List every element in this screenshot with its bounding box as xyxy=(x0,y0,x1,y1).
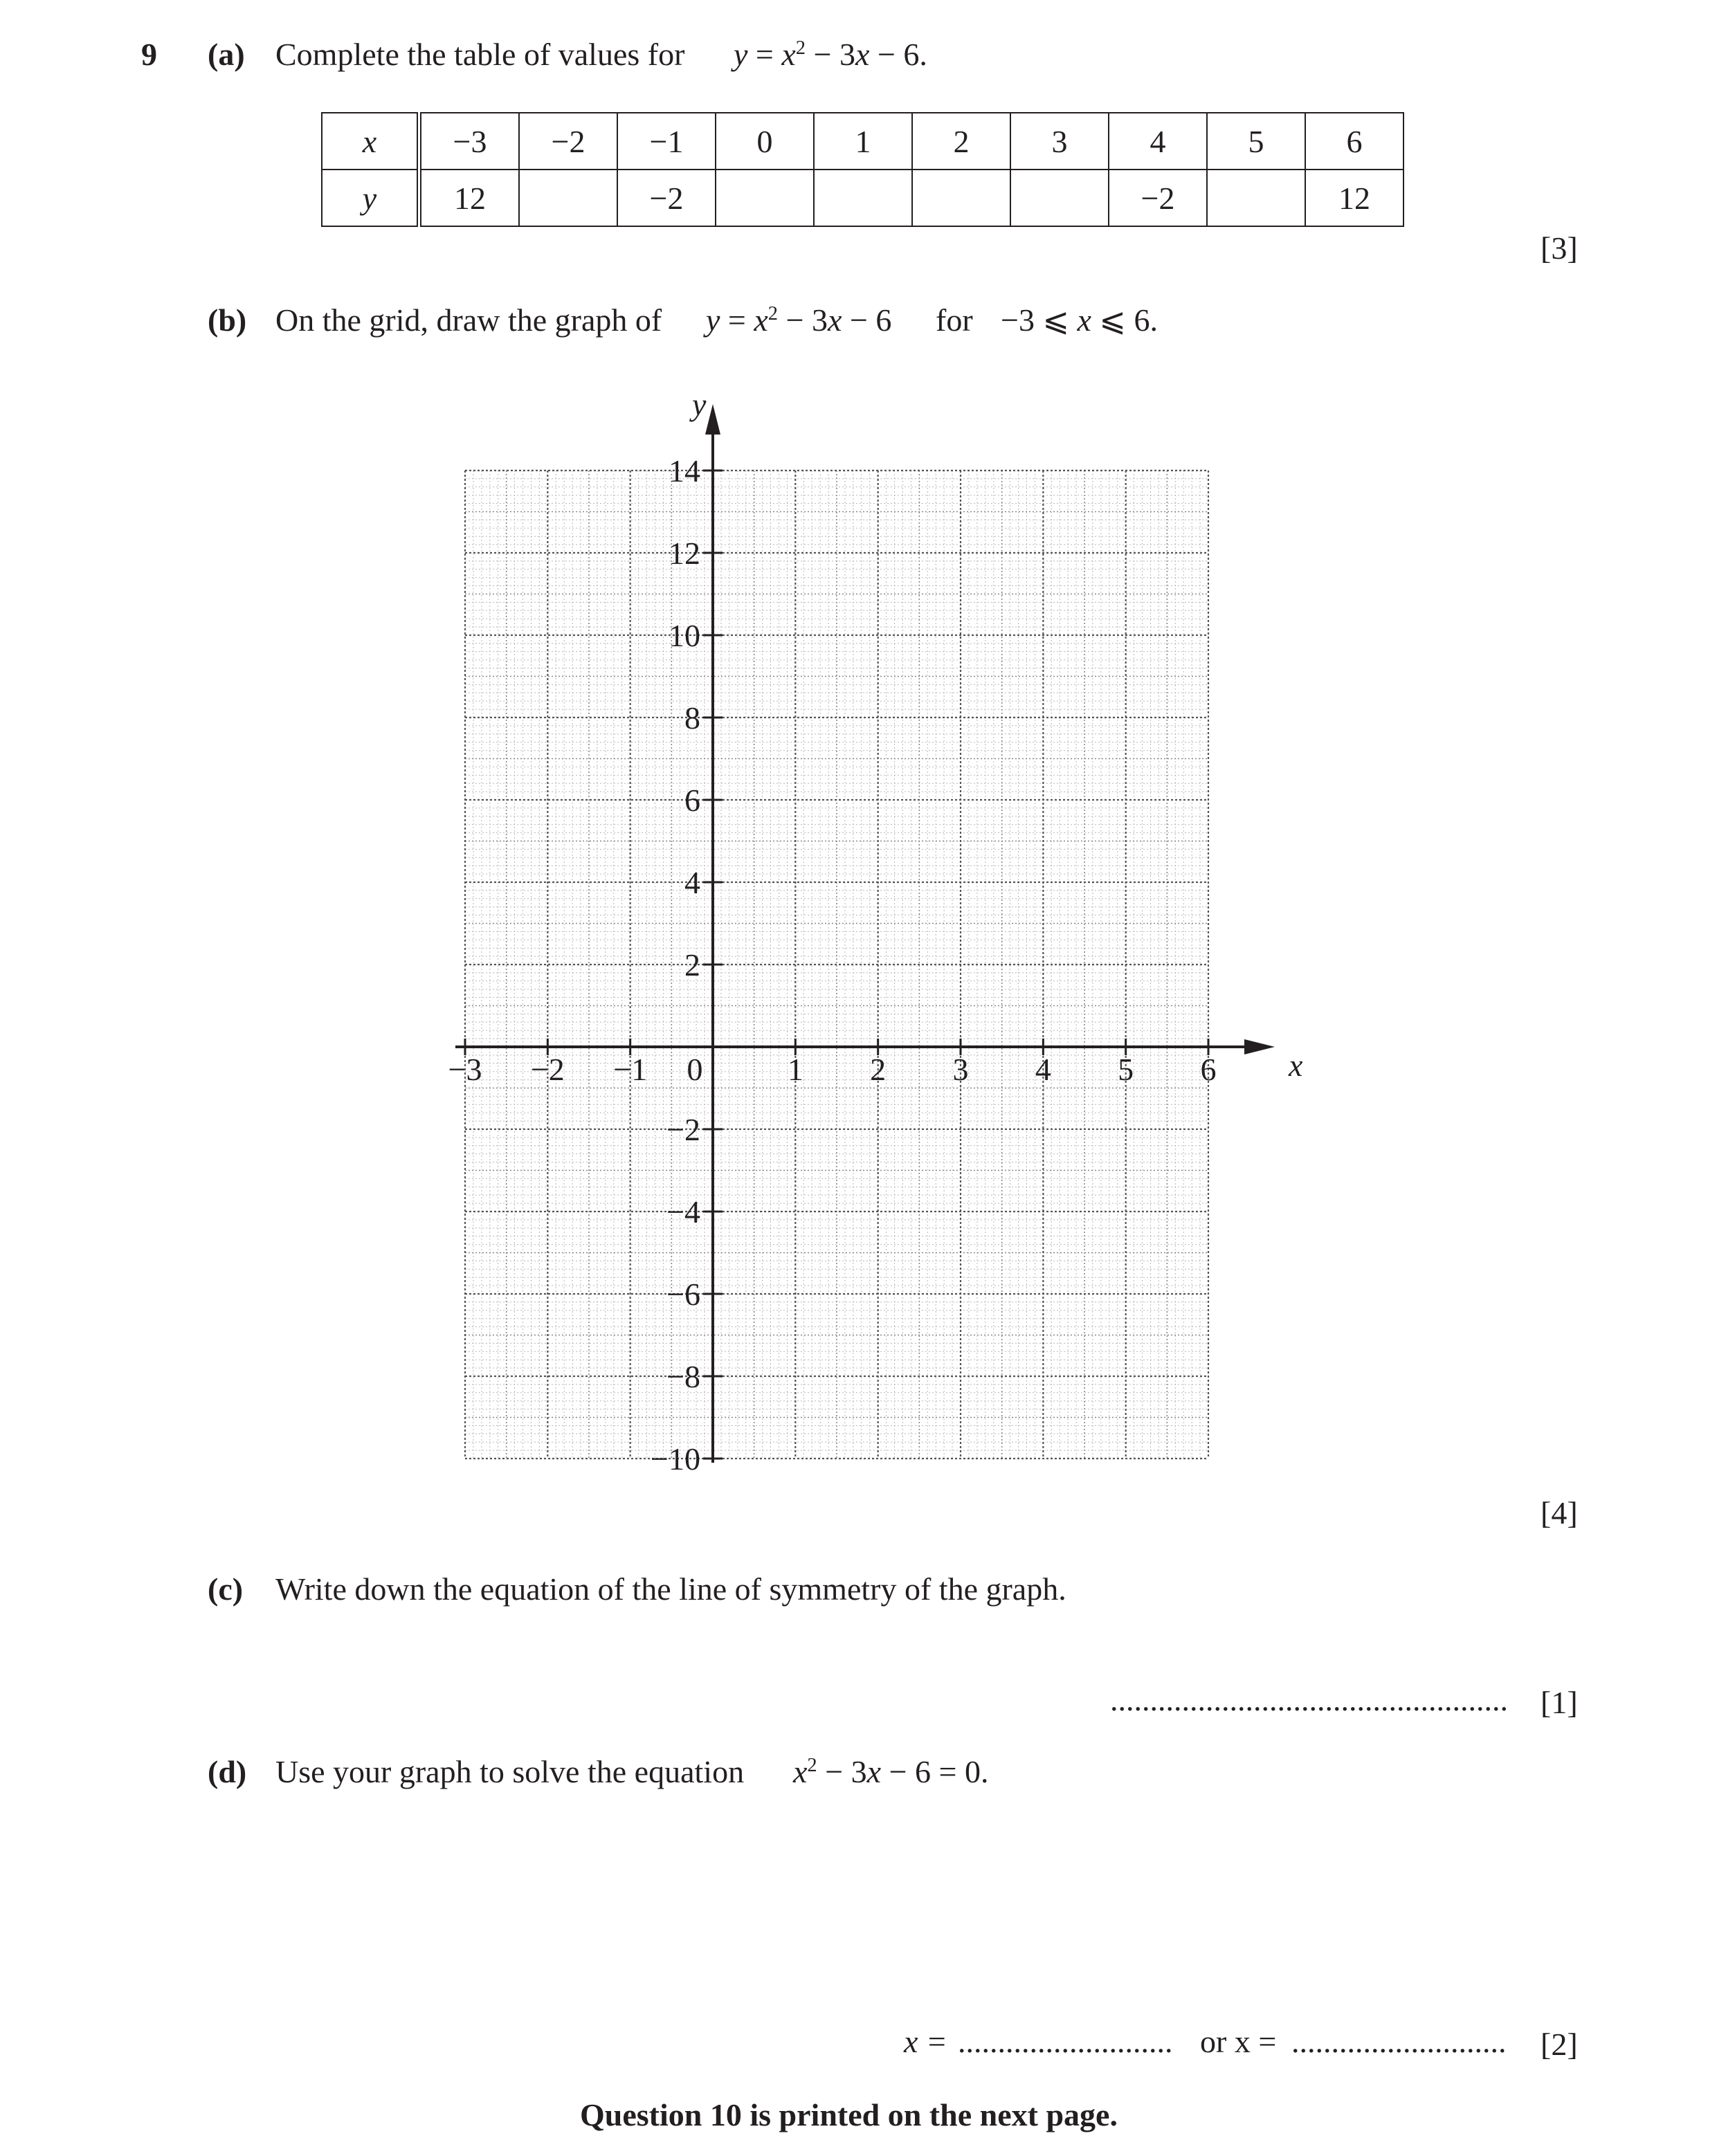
table-cell-x: 0 xyxy=(716,113,814,170)
part-a-marks: [3] xyxy=(1541,230,1578,266)
table-cell-y: 12 xyxy=(419,170,520,226)
y-tick-label: 6 xyxy=(684,783,700,818)
part-c-label: (c) xyxy=(208,1571,244,1607)
y-tick-label: −10 xyxy=(651,1441,700,1477)
x-tick-label: 5 xyxy=(1118,1052,1134,1087)
part-b-text: On the grid, draw the graph of xyxy=(275,302,662,338)
table-header-y: y xyxy=(322,170,419,226)
footer-note: Question 10 is printed on the next page. xyxy=(580,2097,1118,2132)
x-tick-label: −3 xyxy=(448,1052,482,1087)
part-b-equation: $y = x^2 - 3x - 6$ xyxy=(706,302,892,338)
y-axis-arrow-icon xyxy=(705,404,720,435)
x-tick-label: 4 xyxy=(1035,1052,1051,1087)
part-b-for: for xyxy=(936,302,973,338)
part-c-text: Write down the equation of the line of symmetry of the graph. xyxy=(275,1571,1066,1607)
table-cell-x: 3 xyxy=(1010,113,1109,170)
y-tick-label: −2 xyxy=(666,1112,700,1147)
y-tick-label: 4 xyxy=(684,865,700,900)
y-tick-label: −4 xyxy=(666,1194,700,1230)
part-d-marks: [2] xyxy=(1541,2027,1578,2062)
x-tick-label: 2 xyxy=(870,1052,887,1087)
x-tick-label: −1 xyxy=(613,1052,648,1087)
y-tick-label: −8 xyxy=(666,1359,700,1394)
y-tick-label: 10 xyxy=(669,618,700,653)
table-cell-y: −2 xyxy=(617,170,716,226)
table-cell-x: 2 xyxy=(912,113,1010,170)
part-c-marks: [1] xyxy=(1541,1685,1578,1720)
part-b-label: (b) xyxy=(208,302,247,338)
y-tick-label: 2 xyxy=(684,947,700,983)
table-cell-x: −1 xyxy=(617,113,716,170)
table-cell-x: −3 xyxy=(419,113,520,170)
part-a-equation: $y = x^2 - 3x - 6$. xyxy=(734,37,927,72)
table-cell-x: 6 xyxy=(1305,113,1403,170)
x-tick-label: 1 xyxy=(787,1052,803,1087)
y-tick-label: −6 xyxy=(666,1277,700,1312)
table-cell-y: 12 xyxy=(1305,170,1403,226)
table-cell-x: −2 xyxy=(519,113,617,170)
part-d-answer-prefix: x = xyxy=(904,2024,947,2059)
part-c-answer-line[interactable]: .................................................. xyxy=(1110,1682,1508,1717)
part-d-label: (d) xyxy=(208,1754,247,1789)
part-d-answer-line-1[interactable]: ........................... xyxy=(958,2024,1173,2059)
table-cell-y: −2 xyxy=(1109,170,1207,226)
part-b-range: −3 ⩽ x ⩽ 6. xyxy=(1001,302,1158,338)
table-cell-x: 4 xyxy=(1109,113,1207,170)
y-tick-label: 12 xyxy=(669,536,700,571)
x-tick-label: 6 xyxy=(1200,1052,1217,1087)
y-tick-label: 8 xyxy=(684,700,700,736)
y-tick-label: 14 xyxy=(669,453,700,488)
part-d-equation: $x^2 - 3x - 6 = 0$. xyxy=(793,1754,989,1789)
question-number: 9 xyxy=(141,37,157,72)
part-d-answer-line-2[interactable]: ........................... xyxy=(1291,2024,1507,2059)
part-a-label: (a) xyxy=(208,37,245,72)
part-a-text: Complete the table of values for xyxy=(275,37,685,72)
table-cell-x: 1 xyxy=(814,113,912,170)
x-axis-arrow-icon xyxy=(1244,1039,1275,1054)
x-axis-label: x xyxy=(1289,1048,1303,1083)
x-tick-label: −2 xyxy=(530,1052,565,1087)
table-cell-x: 5 xyxy=(1207,113,1305,170)
table-header-x: x xyxy=(322,113,419,170)
part-b-marks: [4] xyxy=(1541,1495,1578,1531)
part-d-answer-or: or x = xyxy=(1200,2024,1277,2059)
x-tick-label: 3 xyxy=(952,1052,969,1087)
y-axis-label: y xyxy=(692,387,707,422)
x-tick-label: 0 xyxy=(687,1052,703,1087)
part-d-text: Use your graph to solve the equation xyxy=(275,1754,745,1789)
